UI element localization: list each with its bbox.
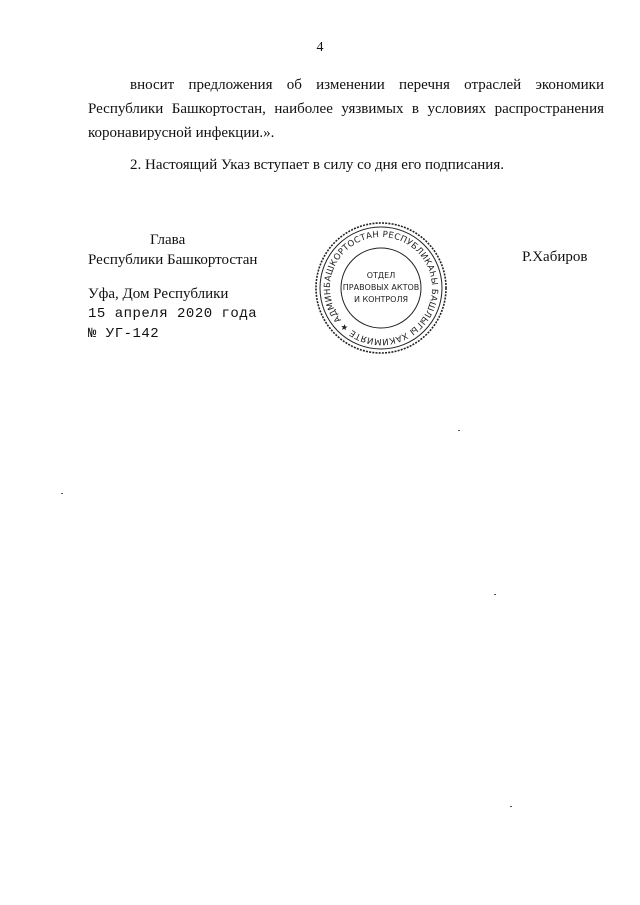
scan-speck	[510, 806, 512, 807]
seal-ring-text: БАШКОРТОСТАН РЕСПУБЛИКАҺЫ БАШЛЫГЫ ХАКИМИЯТЕ ★ АДМИН	[322, 229, 440, 347]
scan-speck	[61, 493, 63, 494]
scan-speck	[494, 594, 496, 595]
signature-title-line2: Республики Башкортостан	[88, 252, 258, 268]
seal-graphic	[313, 220, 449, 356]
decree-date: 15 апреля 2020 года	[88, 306, 258, 322]
seal-center-line1: ОТДЕЛ	[366, 271, 396, 280]
official-seal-stamp	[313, 220, 449, 356]
place-date-block	[88, 284, 257, 344]
seal-center-line3: И КОНТРОЛЯ	[353, 295, 409, 304]
place-city: Уфа, Дом Республики	[88, 286, 229, 302]
signature-title	[88, 230, 257, 270]
paragraph-effective-date: 2. Настоящий Указ вступает в силу со дня его подписания.	[130, 157, 504, 173]
signatory-name: Р.Хабиров	[522, 249, 588, 265]
signature-title-line1: Глава	[150, 232, 186, 248]
page-number: 4	[316, 40, 324, 55]
decree-number: № УГ-142	[88, 326, 160, 342]
seal-center-line2: ПРАВОВЫХ АКТОВ	[342, 283, 420, 292]
paragraph-continuation: вносит предложения об изменении перечня отраслей экономики Республики Башкортостан, наиболее уязвимых в условиях распространения коронавирусной инфекции.».	[88, 77, 604, 141]
scan-speck	[458, 430, 460, 431]
